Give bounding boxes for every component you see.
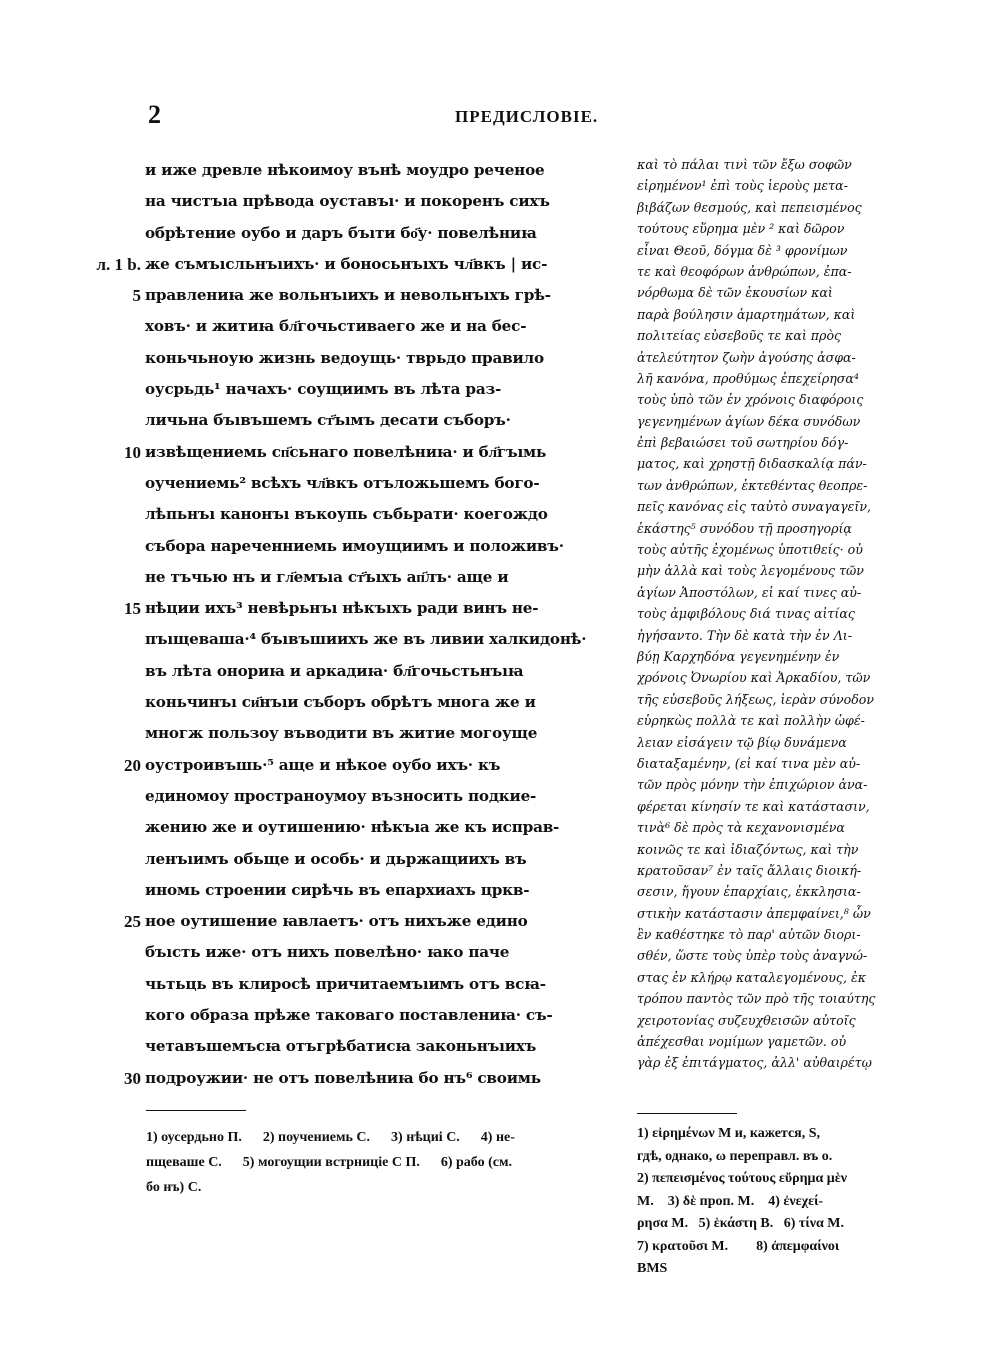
slavonic-text-line: коньчинъı си҃нъıи съборъ обрѣтъ многа же и <box>145 693 536 712</box>
greek-text-line: νόρθωμα δὲ τῶν ἑκουσίων καὶ <box>637 285 833 301</box>
line-number <box>86 875 141 906</box>
slavonic-text-line: обрѣтение оубо и даръ бъıти бо҃у· повелѣниꙗ <box>145 223 537 242</box>
running-head: ПРЕДИСЛОВІЕ. <box>455 107 599 126</box>
line-number <box>86 1000 141 1031</box>
greek-text-line: τοὺς αὐτῆς ἐχομένως ὑποτιθείς· οὐ <box>637 542 863 558</box>
slavonic-text-line: личьна бъıвъшемъ ст҃ъıмъ десати съборъ· <box>145 411 511 430</box>
greek-text-line: τῆς εὐσεβοῦς λήξεως, ἱερὰν σύνοδον <box>637 691 875 707</box>
greek-text-line: σεσιν, ἤγουν ἐπαρχίαις, ἐκκλησια- <box>637 884 861 900</box>
slavonic-text-line: оустроивъшь·⁵ аще и нѣкое оубо ихъ· къ <box>145 755 501 774</box>
greek-text-line: ματος, καὶ χρηστῇ διδασκαλίᾳ πάν- <box>637 456 867 472</box>
greek-footnote-line: 1) εἰρημένων M и, кажется, S, <box>637 1126 821 1141</box>
slavonic-text-line: ленъıимъ обьще и особь· и дьржащиихъ въ <box>145 849 527 868</box>
greek-text-line: βύῃ Καρχηδόνα γεγενημένην ἐν <box>637 648 840 664</box>
slavonic-footnote-line: пщеваше С. 5) могоущии встрниціе С П. 6) рабо (см. <box>146 1155 513 1170</box>
greek-text-line: παρὰ βούλησιν ἁμαρτημάτων, καὶ <box>637 306 856 322</box>
line-number <box>86 718 141 749</box>
greek-text-column <box>637 154 909 1074</box>
footnote-rule-left <box>146 1110 246 1111</box>
greek-text-line: τοὺς ἀμφιβόλους διά τινας αἰτίας <box>637 606 855 622</box>
greek-footnotes <box>637 1123 917 1281</box>
line-numbers-margin <box>86 155 141 1094</box>
greek-text-line: κρατοῦσαν⁷ ἐν ταῖς ἄλλαις διοική- <box>637 862 862 878</box>
slavonic-text-line: же съмъıсльнъıихъ· и боносьнъıхъ чл҃вкъ | ис- <box>145 254 548 273</box>
greek-text-line: τούτους εὕρημα μὲν ² καὶ δῶρον <box>637 221 845 237</box>
slavonic-text-line: коньчьноую жизнь ведоущь· тврьдо правило <box>145 348 544 367</box>
slavonic-text-line: на чистъıа прѣвода оуставъı· и покоренъ сихъ <box>145 192 550 211</box>
greek-text-line: στας ἐν κλήρῳ καταλεγομένους, ἐκ <box>637 969 866 985</box>
line-number <box>86 405 141 436</box>
greek-text-line: ἁγίων Ἀποστόλων, εἰ καί τινες αὐ- <box>637 584 862 600</box>
slavonic-text-line: подроужии· не отъ повелѣниꙗ бо нъ⁶ своимь <box>145 1068 541 1087</box>
slavonic-text-line: четавъшемъсꙗ отъгрѣбатисꙗ законьнъıихъ <box>145 1037 537 1056</box>
line-number <box>86 155 141 186</box>
greek-text-line: πεῖς κανόνας εἰς ταὐτὸ συναγαγεῖν, <box>637 499 872 515</box>
slavonic-text-line: ное оутишение ꙗвлаетъ· отъ нихъже едино <box>145 912 528 931</box>
page-number: 2 <box>148 100 161 129</box>
slavonic-footnote-line: бо нъ) С. <box>146 1180 202 1195</box>
line-number: 10 <box>124 442 141 462</box>
footnote-rule-right <box>637 1113 737 1114</box>
slavonic-text-line: нѣции ихъ³ невѣрьнъı нѣкъıхъ ради винъ не- <box>145 599 539 618</box>
greek-text-line: ἐπὶ βεβαιώσει τοῦ σωτηρίου δόγ- <box>637 435 849 451</box>
line-number <box>86 624 141 655</box>
greek-text-line: τε καὶ θεοφόρων ἀνθρώπων, ἐπα- <box>637 263 852 279</box>
line-number: л. 1 b. <box>96 254 141 274</box>
greek-text-line: ἀπέχεσθαι νομίμων γαμετῶν. οὐ <box>637 1034 847 1050</box>
greek-text-line: εὑρηκὼς πολλὰ τε καὶ πολλὴν ὠφέ- <box>637 713 865 729</box>
greek-text-line: διαταξαμένην, (εἰ καί τινα μὲν αὐ- <box>637 755 861 771</box>
line-number: 25 <box>124 912 141 932</box>
slavonic-text-line: оусрьдь¹ начахъ· соущиимъ въ лѣта раз- <box>145 380 502 399</box>
line-number: 15 <box>124 599 141 619</box>
greek-text-line: χειροτονίας συζευχθεισῶν αὐτοῖς <box>637 1012 856 1028</box>
greek-text-line: καὶ τὸ πάλαι τινὶ τῶν ἔξω σοφῶν <box>637 157 852 172</box>
line-number <box>86 374 141 405</box>
greek-text-line: μὴν ἀλλὰ καὶ τοὺς λεγομένους τῶν <box>637 563 864 579</box>
greek-text-line: λειαν εἰσάγειν τῷ βίῳ δυνάμενα <box>637 734 847 750</box>
slavonic-text-line: събора нареченниемь имоущиимъ и положивъ· <box>145 536 564 555</box>
greek-text-line: πολιτείας εὐσεβοῦς τε καὶ πρὸς <box>637 328 842 344</box>
slavonic-footnote-line: 1) оусердьно П. 2) поучениемь С. 3) нѣциі С. 4) не- <box>146 1130 515 1145</box>
line-number <box>86 1031 141 1062</box>
greek-text-line: κοινῶς τε καὶ ἰδιαζόντως, καὶ τὴν <box>637 841 859 857</box>
greek-text-line: γεγενημένων ἁγίων δέκα συνόδων <box>637 413 861 429</box>
greek-text-line: γὰρ ἐξ ἐπιτάγματος, ἀλλ' αὐθαιρέτῳ <box>637 1055 872 1071</box>
line-number <box>86 499 141 530</box>
greek-text-line: λῆ κανόνα, προθύμως ἐπεχείρησα⁴ <box>637 370 859 386</box>
slavonic-text-line: правлениꙗ же вольнъıихъ и невольнъıхъ грѣ- <box>145 286 551 305</box>
slavonic-text-line: иномь строении сирѣчь въ епархиахъ цркв- <box>145 880 530 899</box>
greek-text-line: ἀτελεύτητον ζωὴν ἀγούσης ἀσφα- <box>637 349 856 365</box>
greek-footnote-line: гдѣ, однако, ω переправл. въ ο. <box>637 1148 833 1164</box>
slavonic-text-line: единомоу пространоумоу възносить подкие- <box>145 786 537 805</box>
slavonic-text-line: многж пользоу въводити въ житие могоуще <box>145 724 538 743</box>
greek-text-line: των ἀνθρώπων, ἐκτεθέντας θεοπρε- <box>637 477 868 493</box>
line-number <box>86 468 141 499</box>
greek-text-line: εἰρημένον¹ ἐπὶ τοὺς ἱεροὺς μετα- <box>637 178 848 194</box>
slavonic-text-line: въ лѣта онориꙗ и аркадиꙗ· бл҃гочьстьнъıꙗ <box>145 661 524 680</box>
greek-text-line: τρόπου παντὸς τῶν πρὸ τῆς τοιαύτης <box>637 991 876 1007</box>
slavonic-text-line: бъıсть иже· отъ нихъ повелѣно· ꙗко паче <box>145 943 510 962</box>
greek-footnote-line: M. 3) δὲ проп. M. 4) ἐνεχεί- <box>637 1193 824 1209</box>
greek-text-line: εἶναι Θεοῦ, δόγμα δὲ ³ φρονίμων <box>637 242 848 258</box>
line-number <box>86 781 141 812</box>
slavonic-text-line: лѣпьнъı канонъı въкоупь събьрати· коегождо <box>145 505 548 524</box>
line-number <box>86 844 141 875</box>
slavonic-text-line: жению же и оутишению· нѣкъıа же къ исправ- <box>145 818 560 837</box>
greek-text-line: τῶν πρὸς μόνην τὴν ἐπιχώριον ἀνα- <box>637 777 868 793</box>
line-number <box>86 656 141 687</box>
greek-footnote-line: 2) πεπεισμένος τούτους εὕρημα μὲν <box>637 1171 847 1186</box>
line-number <box>86 343 141 374</box>
greek-text-line: τινὰ⁶ δὲ πρὸς τὰ κεχανονισμένα <box>637 820 845 836</box>
greek-text-line: σθέν, ὥστε τοὺς ὑπὲρ τοὺς ἀναγνώ- <box>637 948 868 964</box>
greek-text-line: ἓν καθέστηκε τὸ παρ' αὐτῶν διορι- <box>637 927 861 943</box>
greek-text-line: ἑκάστης⁵ συνόδου τῇ προσηγορίᾳ <box>637 520 852 536</box>
slavonic-text-line: чьтьць въ клиросѣ причитаемъıимъ отъ всꙗ- <box>145 974 546 993</box>
slavonic-text-line: и иже древле нѣкоимоу вънѣ моудро реченое <box>145 161 545 179</box>
slavonic-text-line: оучениемь² всѣхъ чл҃вкъ отъложьшемъ бого- <box>145 473 540 492</box>
greek-footnote-line: 7) κρατοῦσι M. 8) ἀπεμφαίνοι <box>637 1238 840 1254</box>
line-number: 20 <box>124 755 141 775</box>
slavonic-text-line: кого образа прѣже таковаго поставлениꙗ· съ- <box>145 1006 553 1025</box>
line-number <box>86 218 141 249</box>
slavonic-text-line: ховъ· и житиꙗ бл҃гочьстиваего же и на бес- <box>145 317 527 336</box>
greek-text-line: χρόνοις Ὀνωρίου καὶ Ἀρκαδίου, τῶν <box>637 670 871 686</box>
line-number <box>86 687 141 718</box>
slavonic-footnotes <box>146 1125 626 1200</box>
greek-text-line: φέρεται κίνησίν τε καὶ κατάστασιν, <box>637 798 870 814</box>
greek-text-line: τοὺς ὑπὸ τῶν ἐν χρόνοις διαφόροις <box>637 392 864 408</box>
line-number <box>86 531 141 562</box>
slavonic-text-line: пъıщеваша·⁴ бъıвъшиихъ же въ ливии халкидонѣ· <box>145 630 587 649</box>
greek-text-line: βιβάζων θεσμούς, καὶ πεπεισμένος <box>637 199 862 215</box>
greek-text-line: στικὴν κατάστασιν ἀπεμφαίνει,⁸ ὧν <box>637 905 871 921</box>
line-number <box>86 186 141 217</box>
line-number <box>86 937 141 968</box>
line-number <box>86 969 141 1000</box>
line-number: 30 <box>124 1068 141 1088</box>
line-number <box>86 562 141 593</box>
greek-footnote-line: BMS <box>637 1261 668 1276</box>
line-number <box>86 311 141 342</box>
line-number: 5 <box>132 286 141 306</box>
line-number <box>86 812 141 843</box>
greek-text-line: ἡγήσαντο. Τὴν δὲ κατὰ τὴν ἐν Λι- <box>637 627 852 643</box>
greek-footnote-line: ρησα M. 5) ἑκάστη B. 6) τίνα M. <box>637 1216 845 1231</box>
slavonic-text-line: извѣщениемь сп҃сьнаго повелѣниꙗ· и бл҃гъıмь <box>145 442 547 461</box>
slavonic-text-column <box>145 155 625 1094</box>
slavonic-text-line: не тъчью нъ и гл҃емъıа ст҃ъıхъ ап҃лъ· аще и <box>145 567 509 586</box>
